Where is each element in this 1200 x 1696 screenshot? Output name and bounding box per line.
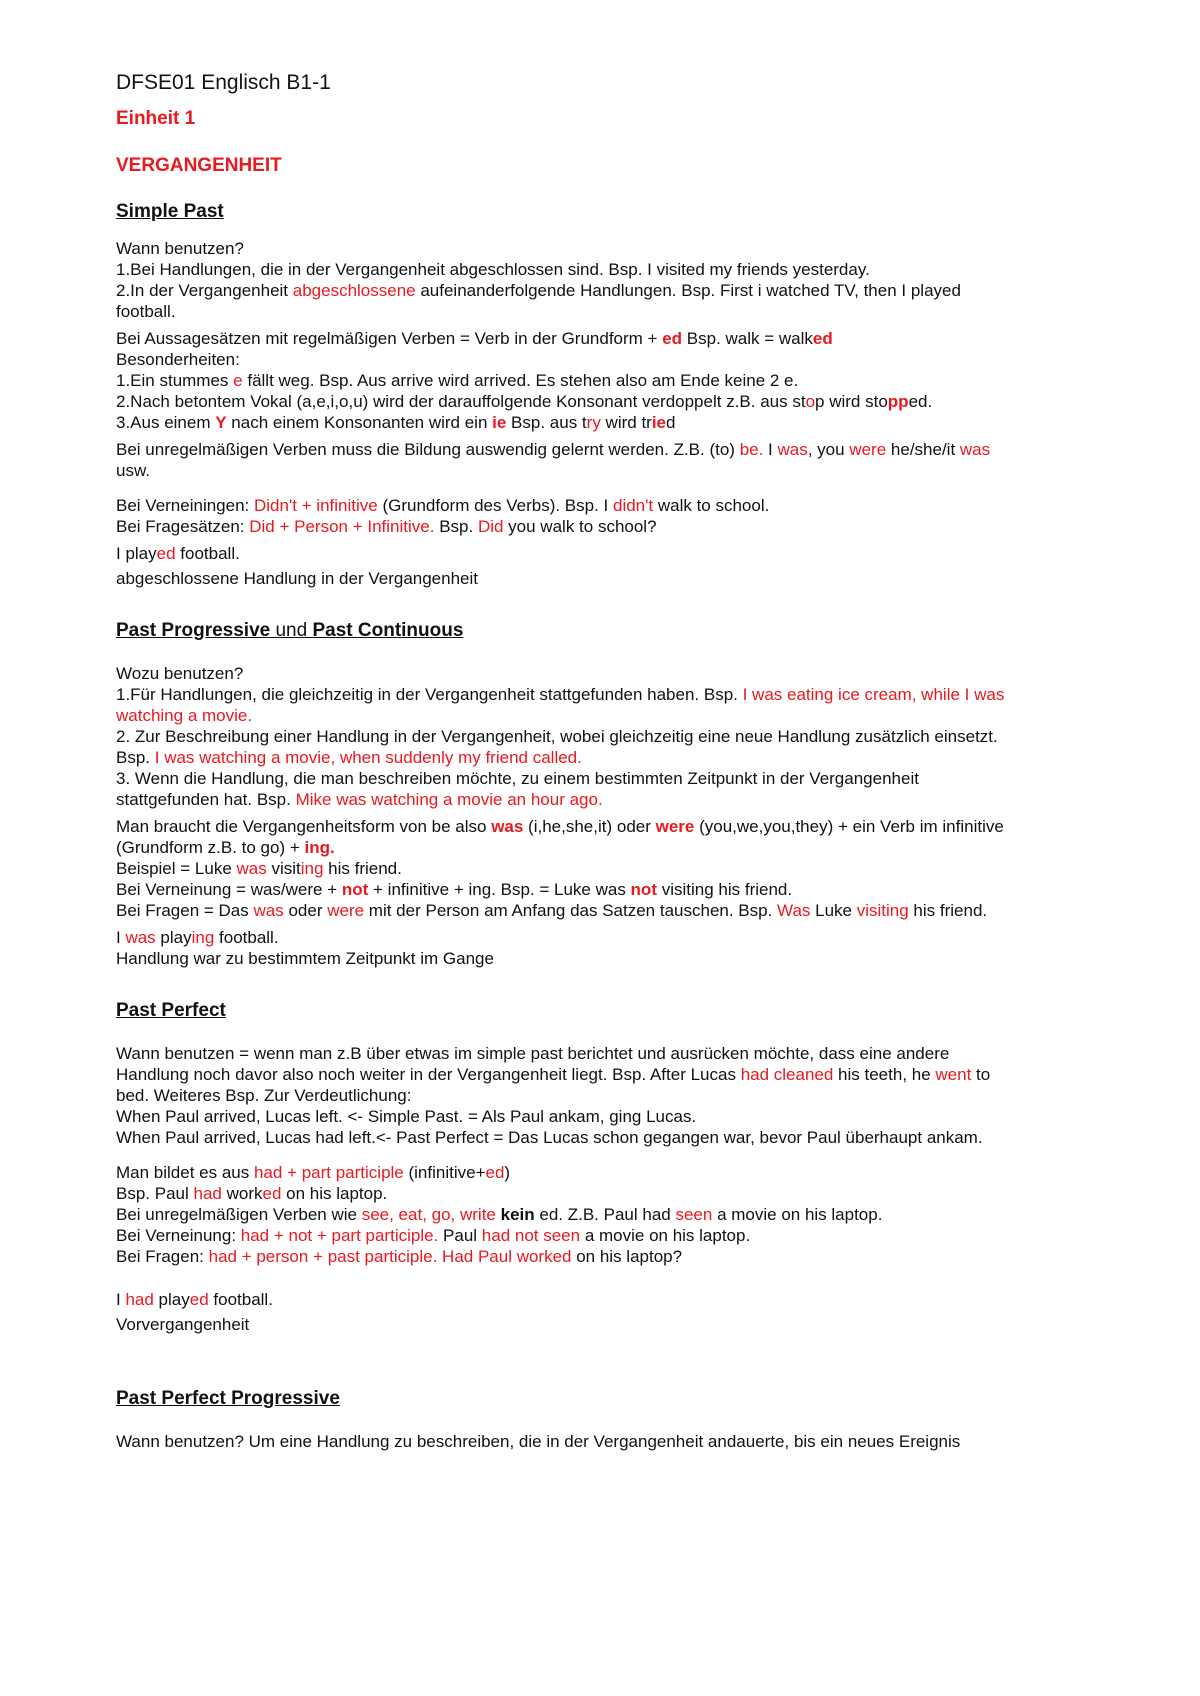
past-perfect-formation-example: Bsp. Paul had worked on his laptop.	[116, 1184, 388, 1203]
simple-past-special-1: 1.Ein stummes e fällt weg. Bsp. Aus arrive wird arrived. Es stehen also am Ende keine 2 e.	[116, 371, 799, 390]
past-perfect-progressive-usage: Wann benutzen? Um eine Handlung zu beschreiben, die in der Vergangenheit andauerte, bis ein neues Ereignis	[116, 1432, 961, 1451]
past-perfect-irregular: Bei unregelmäßigen Verben wie see, eat, go, write kein ed. Z.B. Paul had seen a movie on his laptop.	[116, 1205, 883, 1224]
topic-heading: VERGANGENHEIT	[116, 155, 282, 176]
document-page	[116, 70, 1076, 1452]
simple-past-question-form: Bei Fragesätzen: Did + Person + Infinitive. Bsp. Did you walk to school?	[116, 517, 657, 536]
past-progressive-usage-3: 3. Wenn die Handlung, die man beschreiben möchte, zu einem bestimmten Zeitpunkt in der Vergangenheit	[116, 769, 919, 788]
simple-past-usage-1: 1.Bei Handlungen, die in der Vergangenheit abgeschlossen sind. Bsp. I visited my friends yesterday.	[116, 260, 870, 279]
past-perfect-usage-3: bed. Weiteres Bsp. Zur Verdeutlichung:	[116, 1086, 412, 1105]
past-progressive-negation: Bei Verneinung = was/were + not + infinitive + ing. Bsp. = Luke was not visiting his friend.	[116, 880, 793, 899]
past-perfect-heading: Past Perfect	[116, 1000, 226, 1021]
simple-past-irregular: Bei unregelmäßigen Verben muss die Bildung auswendig gelernt werden. Z.B. (to) be. I was, you were he/she/it was	[116, 440, 991, 459]
document-title: DFSE01 Englisch B1-1	[116, 71, 331, 94]
past-perfect-formation: Man bildet es aus had + part participle (infinitive+ed)	[116, 1163, 511, 1182]
past-progressive-formation: Man braucht die Vergangenheitsform von be also was (i,he,she,it) oder were (you,we,you,they) + ein Verb im infinitive	[116, 817, 1004, 836]
past-progressive-formation-cont: (Grundform z.B. to go) + ing.	[116, 838, 335, 857]
past-perfect-negation: Bei Verneinung: had + not + part participle. Paul had not seen a movie on his laptop.	[116, 1226, 751, 1245]
simple-past-negation: Bei Verneiningen: Didn't + infinitive (Grundform des Verbs). Bsp. I didn't walk to school.	[116, 496, 770, 515]
past-perfect-example-desc: Vorvergangenheit	[116, 1315, 250, 1334]
unit-heading: Einheit 1	[116, 108, 196, 129]
past-perfect-usage-2: Handlung noch davor also noch weiter in der Vergangenheit liegt. Bsp. After Lucas had cleaned his teeth, he went to	[116, 1065, 991, 1084]
past-progressive-example-desc: Handlung war zu bestimmtem Zeitpunkt im Gange	[116, 949, 494, 968]
past-progressive-usage-2: 2. Zur Beschreibung einer Handlung in der Vergangenheit, wobei gleichzeitig eine neue Handlung zusätzlich einsetzt.	[116, 727, 998, 746]
past-progressive-question: Wozu benutzen?	[116, 664, 244, 683]
simple-past-heading: Simple Past	[116, 201, 224, 222]
past-progressive-heading: Past Progressive und Past Continuous	[116, 620, 464, 641]
simple-past-example-desc: abgeschlossene Handlung in der Vergangenheit	[116, 569, 478, 588]
past-progressive-example-line: Beispiel = Luke was visiting his friend.	[116, 859, 402, 878]
simple-past-usage-2-cont: football.	[116, 302, 176, 321]
simple-past-usage-2: 2.In der Vergangenheit abgeschlossene aufeinanderfolgende Handlungen. Bsp. First i watched TV, then I played	[116, 281, 961, 300]
simple-past-question: Wann benutzen?	[116, 239, 244, 258]
past-progressive-usage-1-cont: watching a movie.	[116, 706, 253, 725]
past-perfect-example-simple: When Paul arrived, Lucas left. <- Simple Past. = Als Paul ankam, ging Lucas.	[116, 1107, 697, 1126]
simple-past-special-3: 3.Aus einem Y nach einem Konsonanten wird ein ie Bsp. aus try wird tried	[116, 413, 676, 432]
past-progressive-usage-3-cont: stattgefunden hat. Bsp. Mike was watching a movie an hour ago.	[116, 790, 603, 809]
past-perfect-example: I had played football.	[116, 1290, 273, 1309]
past-perfect-questions: Bei Fragen: had + person + past participle. Had Paul worked on his laptop?	[116, 1247, 683, 1266]
simple-past-special-2: 2.Nach betontem Vokal (a,e,i,o,u) wird der darauffolgende Konsonant verdoppelt z.B. aus stop wird stopped.	[116, 392, 933, 411]
past-perfect-progressive-heading: Past Perfect Progressive	[116, 1388, 340, 1409]
past-perfect-example-perfect: When Paul arrived, Lucas had left.<- Past Perfect = Das Lucas schon gegangen war, bevor Paul überhaupt ankam.	[116, 1128, 983, 1147]
simple-past-regular-rule: Bei Aussagesätzen mit regelmäßigen Verben = Verb in der Grundform + ed Bsp. walk = walked	[116, 329, 833, 348]
simple-past-special-label: Besonderheiten:	[116, 350, 240, 369]
past-progressive-questions: Bei Fragen = Das was oder were mit der Person am Anfang das Satzen tauschen. Bsp. Was Luke visiting his friend.	[116, 901, 988, 920]
past-progressive-example: I was playing football.	[116, 928, 279, 947]
past-progressive-usage-2-cont: Bsp. I was watching a movie, when suddenly my friend called.	[116, 748, 582, 767]
past-perfect-usage-1: Wann benutzen = wenn man z.B über etwas im simple past berichtet und ausrücken möchte, dass eine andere	[116, 1044, 950, 1063]
simple-past-example: I played football.	[116, 544, 240, 563]
past-progressive-usage-1: 1.Für Handlungen, die gleichzeitig in der Vergangenheit stattgefunden haben. Bsp. I was eating ice cream, while I was	[116, 685, 1005, 704]
simple-past-irregular-cont: usw.	[116, 461, 151, 480]
